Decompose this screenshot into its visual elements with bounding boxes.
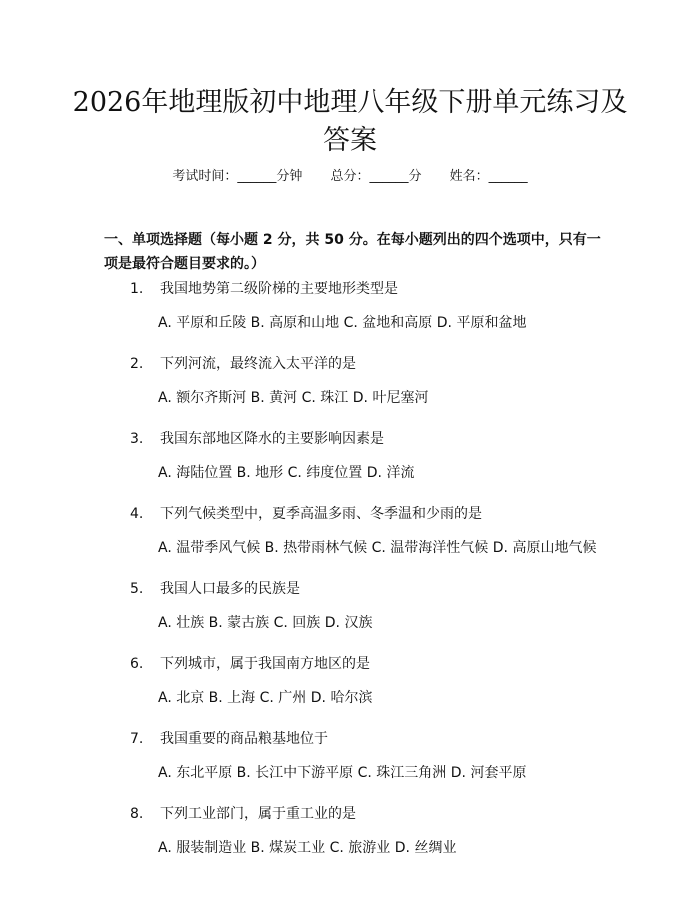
exam-time-field <box>172 169 306 184</box>
question-options: A. 北京 B. 上海 C. 广州 D. 哈尔滨 <box>158 690 373 706</box>
question-stem: 我国地势第二级阶梯的主要地形类型是 <box>160 281 398 297</box>
question-options: A. 额尔齐斯河 B. 黄河 C. 珠江 D. 叶尼塞河 <box>158 390 429 406</box>
question-options: A. 壮族 B. 蒙古族 C. 回族 D. 汉族 <box>158 615 373 631</box>
question-options: A. 海陆位置 B. 地形 C. 纬度位置 D. 洋流 <box>158 465 415 481</box>
question-stem: 下列工业部门，属于重工业的是 <box>160 806 356 822</box>
total-score-blank: ______ <box>369 169 409 184</box>
question-number: 7. <box>130 731 144 747</box>
exam-meta <box>0 168 700 186</box>
question-options: A. 平原和丘陵 B. 高原和山地 C. 盆地和高原 D. 平原和盆地 <box>158 315 527 331</box>
question-item <box>104 353 604 409</box>
total-score-unit: 分 <box>408 169 422 184</box>
exam-time-blank: ______ <box>237 169 277 184</box>
question-stem: 我国人口最多的民族是 <box>160 581 300 597</box>
question-item <box>104 728 604 784</box>
question-number: 1. <box>130 281 144 297</box>
question-number: 2. <box>130 356 144 372</box>
question-options: A. 东北平原 B. 长江中下游平原 C. 珠江三角洲 D. 河套平原 <box>158 765 527 781</box>
question-stem: 下列城市，属于我国南方地区的是 <box>160 656 370 672</box>
student-name-field <box>450 169 528 184</box>
exam-time-unit: 分钟 <box>276 169 303 184</box>
question-item <box>104 503 604 559</box>
section-heading: 一、单项选择题（每小题 2 分，共 50 分。在每小题列出的四个选项中，只有一项是最符合题目要求的。） <box>104 232 601 272</box>
question-item <box>104 428 604 484</box>
question-number: 5. <box>130 581 144 597</box>
document-title: 2026年地理版初中地理八年级下册单元练习及答案 <box>72 87 628 156</box>
question-stem: 我国东部地区降水的主要影响因素是 <box>160 431 384 447</box>
question-stem: 下列河流，最终流入太平洋的是 <box>160 356 356 372</box>
question-number: 4. <box>130 506 144 522</box>
question-item <box>104 278 604 334</box>
student-name-blank: ______ <box>488 169 528 184</box>
question-options: A. 温带季风气候 B. 热带雨林气候 C. 温带海洋性气候 D. 高原山地气候 <box>158 540 597 556</box>
question-number: 3. <box>130 431 144 447</box>
question-item <box>104 653 604 709</box>
student-name-label: 姓名： <box>449 169 489 184</box>
question-item <box>104 803 604 859</box>
exam-time-label: 考试时间： <box>172 169 238 184</box>
question-list <box>104 278 604 859</box>
question-stem: 下列气候类型中，夏季高温多雨、冬季温和少雨的是 <box>160 506 482 522</box>
total-score-field <box>330 169 425 184</box>
question-number: 6. <box>130 656 144 672</box>
question-item <box>104 578 604 634</box>
total-score-label: 总分： <box>330 169 370 184</box>
question-options: A. 服装制造业 B. 煤炭工业 C. 旅游业 D. 丝绸业 <box>158 840 457 856</box>
question-number: 8. <box>130 806 144 822</box>
question-stem: 我国重要的商品粮基地位于 <box>160 731 328 747</box>
